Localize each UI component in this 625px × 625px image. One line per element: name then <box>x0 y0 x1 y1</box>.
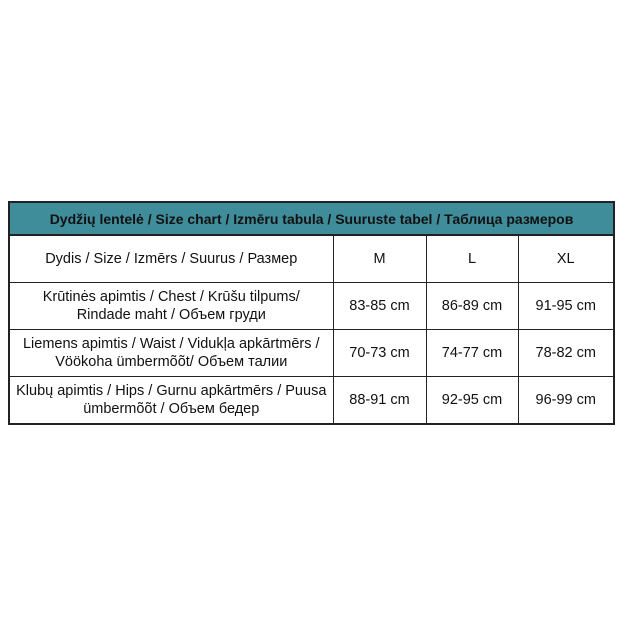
row-label-line: ümbermõõt / Объем бедер <box>83 401 260 417</box>
table-header-row <box>9 235 614 283</box>
table-cell: 70-73 cm <box>333 330 426 377</box>
row-label-line: Vöökoha ümbermõõt/ Объем талии <box>55 354 288 370</box>
table-row-chest <box>9 283 614 330</box>
table-cell: 88-91 cm <box>333 377 426 425</box>
table-cell: 96-99 cm <box>518 377 614 425</box>
table-title-row <box>9 202 614 235</box>
table-cell: 83-85 cm <box>333 283 426 330</box>
size-header-xl: XL <box>518 235 614 283</box>
row-label-waist <box>9 330 333 377</box>
row-label-chest <box>9 283 333 330</box>
row-label-line: Krūtinės apimtis / Chest / Krūšu tilpums/ <box>42 289 300 305</box>
table-cell: 74-77 cm <box>426 330 518 377</box>
table-row-waist <box>9 330 614 377</box>
table-row-hips <box>9 377 614 425</box>
size-header-l: L <box>426 235 518 283</box>
table-cell: 78-82 cm <box>518 330 614 377</box>
size-chart-table <box>8 201 615 425</box>
row-label-line: Klubų apimtis / Hips / Gurnu apkārtmērs / Puusa <box>16 383 327 399</box>
table-title: Dydžių lentelė / Size chart / Izmēru tabula / Suuruste tabel / Таблица размеров <box>9 202 614 235</box>
table-cell: 91-95 cm <box>518 283 614 330</box>
size-column-header: Dydis / Size / Izmērs / Suurus / Размер <box>9 235 333 283</box>
row-label-line: Liemens apimtis / Waist / Vidukļa apkārtmērs / <box>22 336 320 352</box>
size-header-m: M <box>333 235 426 283</box>
table-cell: 86-89 cm <box>426 283 518 330</box>
table-cell: 92-95 cm <box>426 377 518 425</box>
row-label-hips <box>9 377 333 425</box>
row-label-line: Rindade maht / Объем груди <box>76 307 266 323</box>
